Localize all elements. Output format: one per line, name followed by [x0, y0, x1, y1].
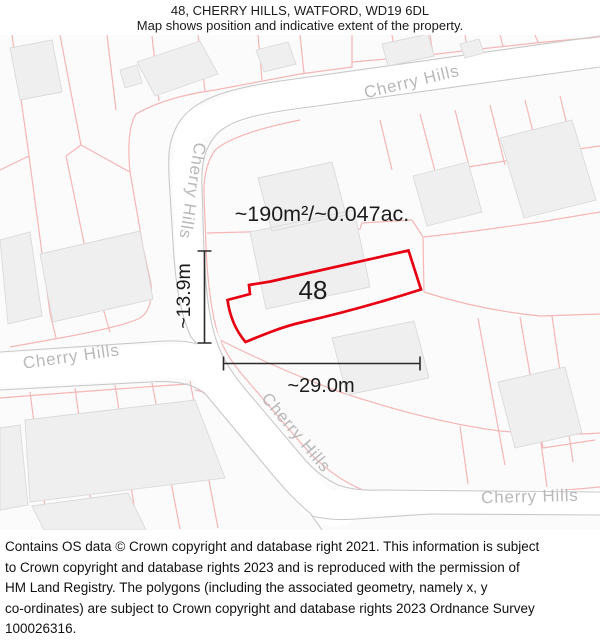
- buildings-west: [0, 231, 153, 324]
- title: [0, 0, 600, 35]
- copyright-line: to Crown copyright and database rights 2023 and is reproduced with the permission of: [5, 559, 520, 575]
- road-label-vertical: Cherry Hills: [175, 141, 210, 241]
- road-label-diagonal: Cherry Hills: [257, 389, 335, 476]
- area-label: ~190m²/~0.047ac.: [234, 202, 410, 226]
- buildings-center: [250, 162, 429, 395]
- road-label-top: Cherry Hills: [362, 61, 462, 103]
- map-image: [0, 35, 600, 530]
- height-label: ~13.9m: [173, 263, 195, 329]
- buildings-east: [413, 120, 596, 226]
- page-subtitle: Map shows position and indicative extent of the property.: [136, 18, 464, 33]
- copyright-line: HM Land Registry. The polygons (including the associated geometry, namely x, y: [5, 580, 488, 595]
- width-label: ~29.0m: [287, 375, 355, 397]
- copyright-line: 100026316.: [5, 621, 77, 636]
- copyright-line: co-ordinates) are subject to Crown copyright and database rights 2023 Ordnance Survey: [5, 600, 535, 616]
- road-label-left: Cherry Hills: [21, 340, 121, 373]
- road-label-bottom: Cherry Hills: [480, 485, 579, 508]
- copyright-notice: [0, 530, 600, 640]
- copyright-line: Contains OS data © Crown copyright and database right 2021. This information is subject: [5, 539, 540, 554]
- map-svg: [0, 35, 600, 530]
- page-title: 48, CHERRY HILLS, WATFORD, WD19 6DL: [170, 3, 430, 18]
- plot-number-label: 48: [298, 275, 328, 305]
